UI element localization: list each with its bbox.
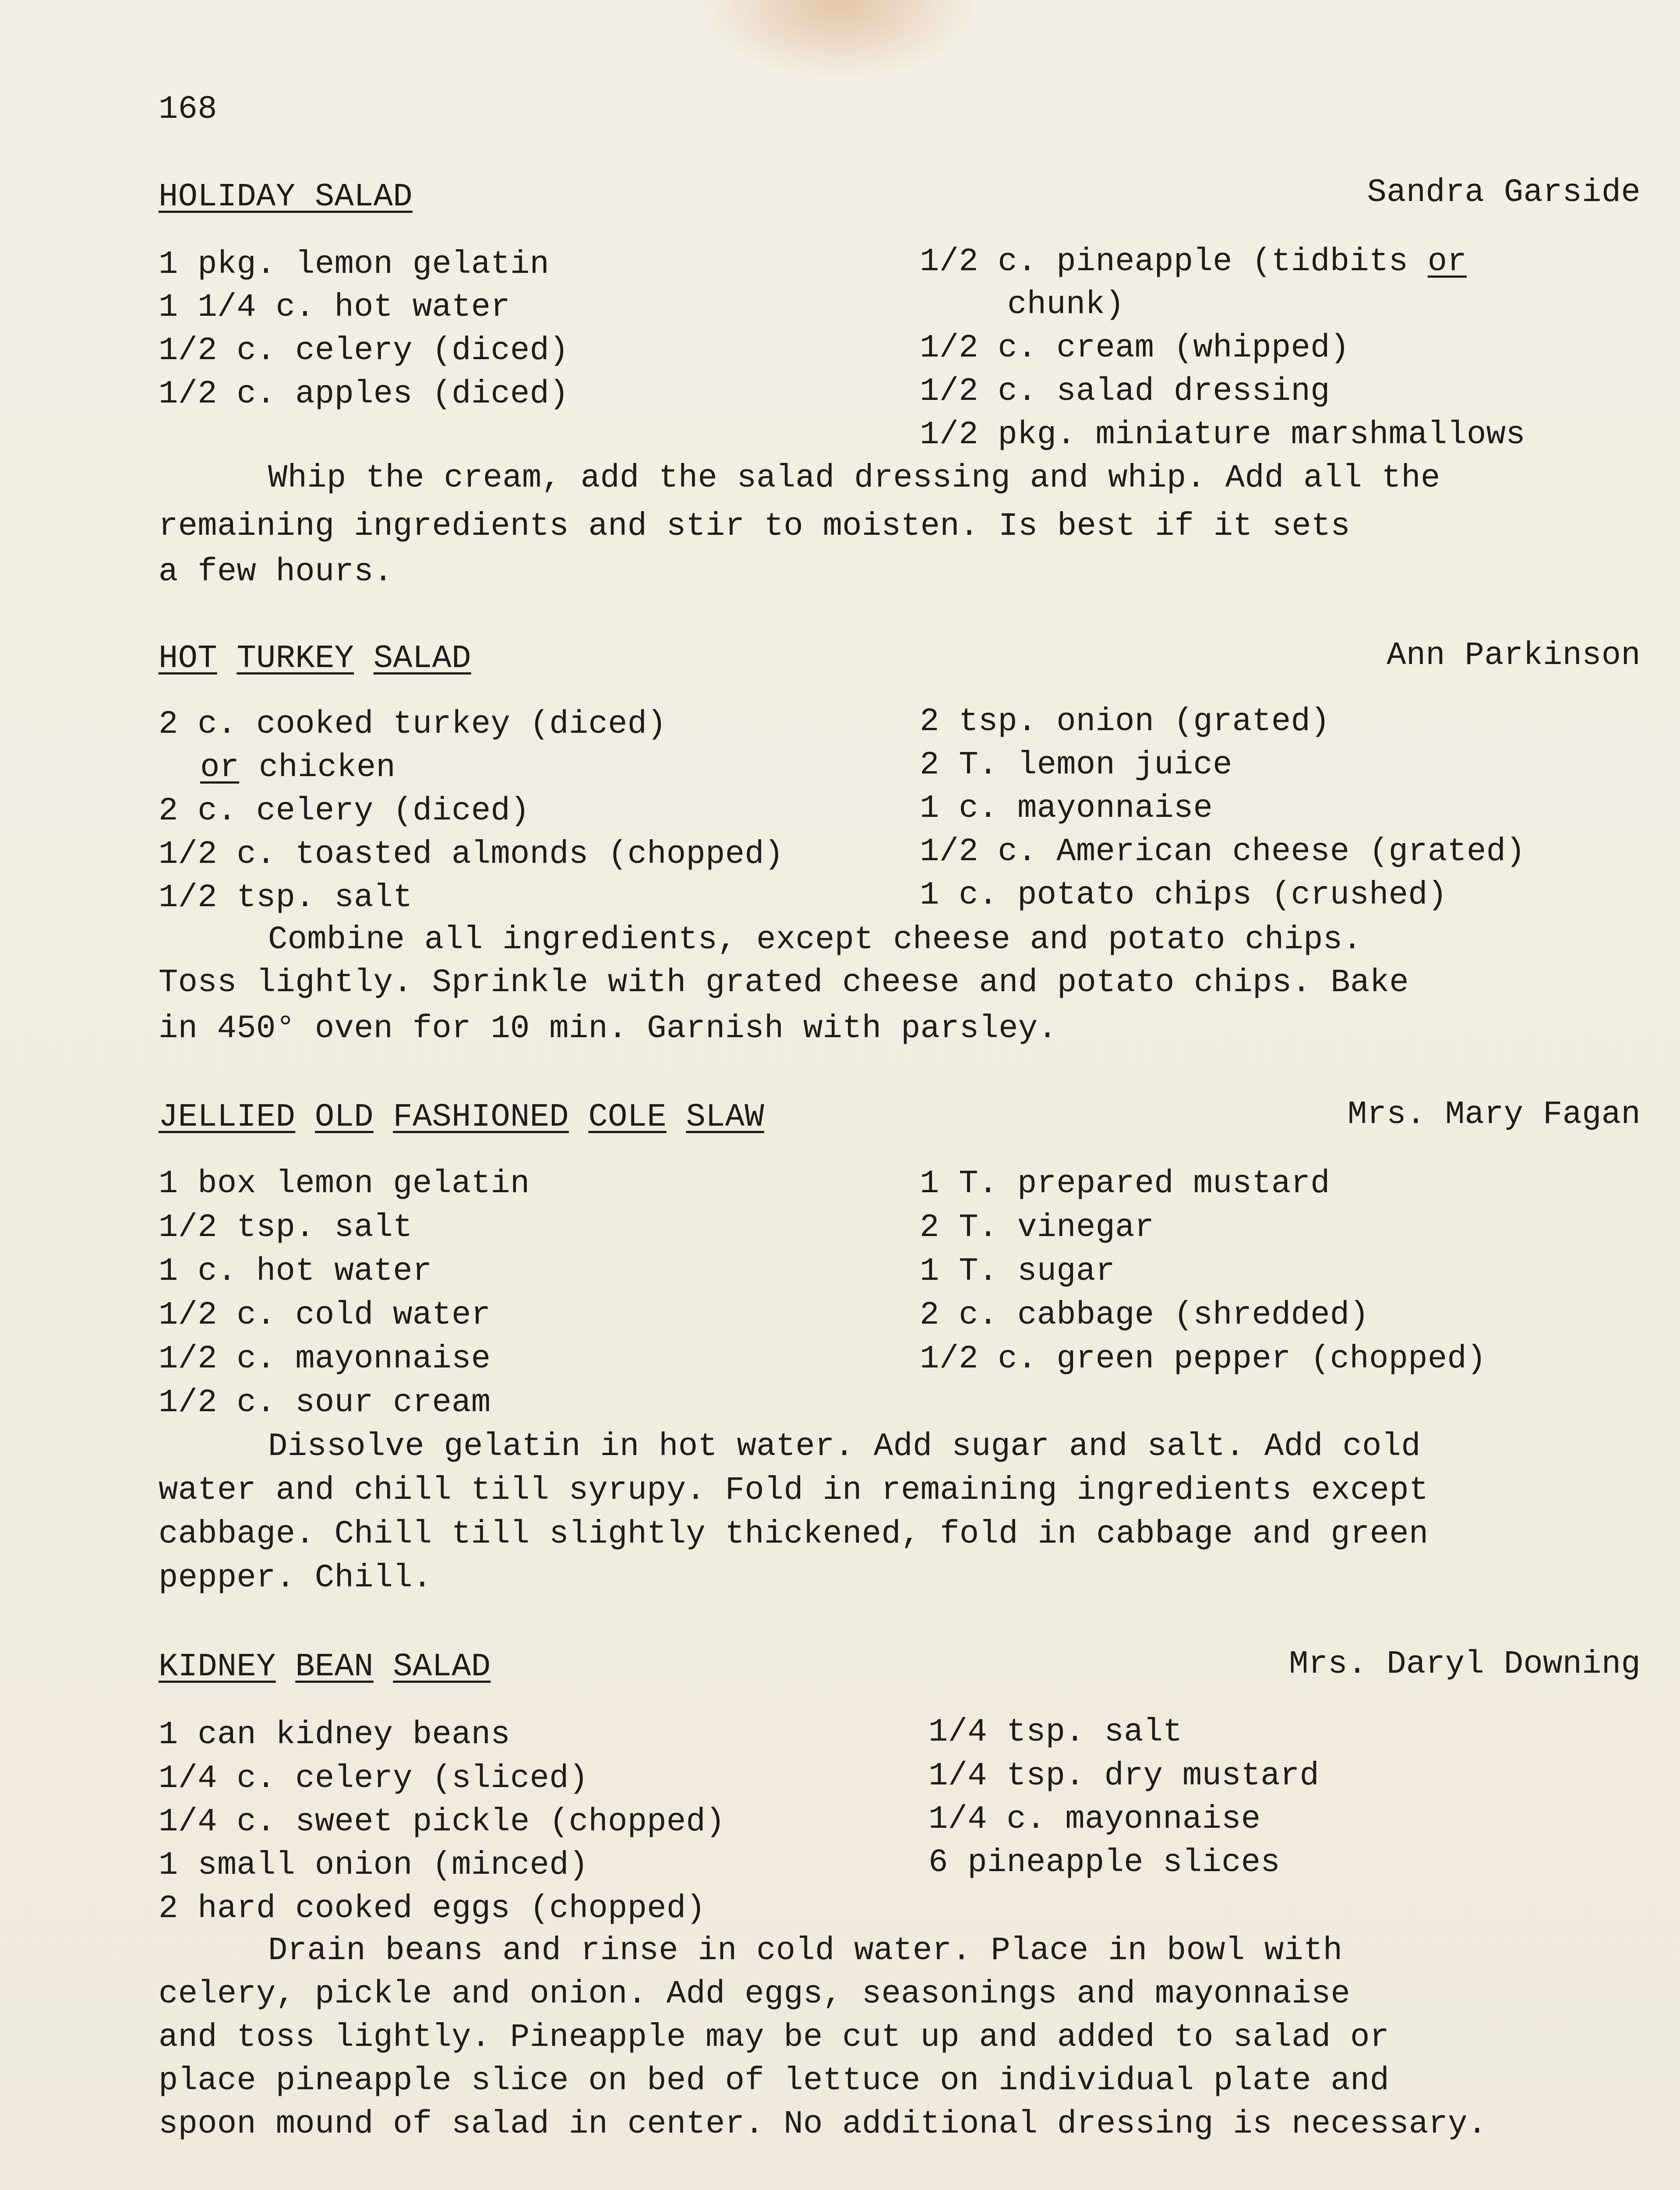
ingredient: 1 small onion (minced): [159, 1847, 589, 1884]
direction-line: Combine all ingredients, except cheese and potato chips.: [268, 922, 1362, 958]
direction-line: pepper. Chill.: [159, 1560, 432, 1597]
ingredient: 1/4 tsp. salt: [928, 1714, 1182, 1751]
ingredient: 1/2 c. pineapple (tidbits or: [920, 244, 1467, 280]
ingredient: 6 pineapple slices: [928, 1844, 1280, 1881]
ingredient: or chicken: [200, 749, 396, 786]
recipe-author: Mrs. Daryl Downing: [1289, 1646, 1641, 1683]
direction-line: spoon mound of salad in center. No additional dressing is necessary.: [159, 2106, 1487, 2143]
direction-line: water and chill till syrupy. Fold in remaining ingredients except: [159, 1472, 1429, 1509]
recipe-title-jellied-cole-slaw: JELLIED OLD FASHIONED COLE SLAW: [159, 1099, 764, 1136]
ingredient: 1/4 tsp. dry mustard: [928, 1758, 1320, 1794]
direction-line: Whip the cream, add the salad dressing and whip. Add all the: [268, 460, 1440, 497]
ingredient: 2 c. cooked turkey (diced): [159, 706, 667, 743]
ingredient: 1/2 c. cream (whipped): [920, 330, 1350, 367]
ingredient: 1 1/4 c. hot water: [159, 289, 510, 326]
underlined-or: or: [200, 749, 240, 786]
recipe-author: Sandra Garside: [1367, 174, 1641, 211]
recipe-title-kidney-bean-salad: KIDNEY BEAN SALAD: [159, 1649, 491, 1685]
ingredient: 1/2 c. salad dressing: [920, 373, 1330, 410]
ingredient: 1 box lemon gelatin: [159, 1166, 530, 1202]
ingredient: 1/2 c. mayonnaise: [159, 1341, 491, 1378]
ingredient: 2 T. vinegar: [920, 1209, 1154, 1246]
ingredient: 1/2 tsp. salt: [159, 1209, 413, 1246]
recipe-title-holiday-salad: HOLIDAY SALAD: [159, 179, 413, 215]
ingredient: 1/2 c. apples (diced): [159, 376, 569, 413]
ingredient: 1/4 c. sweet pickle (chopped): [159, 1804, 725, 1840]
direction-line: cabbage. Chill till slightly thickened, fold in cabbage and green: [159, 1516, 1429, 1553]
ingredient: 1 T. prepared mustard: [920, 1166, 1330, 1202]
ingredient: 2 hard cooked eggs (chopped): [159, 1890, 706, 1927]
underlined-or: or: [1427, 244, 1467, 280]
ingredient: 1/2 c. celery (diced): [159, 332, 569, 369]
direction-line: and toss lightly. Pineapple may be cut up and added to salad or: [159, 2019, 1390, 2056]
direction-line: celery, pickle and onion. Add eggs, seasonings and mayonnaise: [159, 1976, 1351, 2013]
ingredient: 2 T. lemon juice: [920, 747, 1232, 784]
ingredient: 1 can kidney beans: [159, 1717, 510, 1753]
ingredient: 1/2 c. green pepper (chopped): [920, 1341, 1486, 1378]
ingredient: 1 c. mayonnaise: [920, 790, 1213, 827]
ingredient: 2 tsp. onion (grated): [920, 703, 1330, 740]
recipe-author: Ann Parkinson: [1387, 637, 1641, 674]
ingredient: 1 pkg. lemon gelatin: [159, 246, 550, 283]
direction-line: a few hours.: [159, 554, 393, 590]
direction-line: in 450° oven for 10 min. Garnish with parsley.: [159, 1010, 1057, 1047]
ingredient: 1/2 c. toasted almonds (chopped): [159, 836, 784, 873]
ingredient: 2 c. cabbage (shredded): [920, 1297, 1369, 1334]
ingredient: chunk): [1007, 286, 1125, 323]
page-number: 168: [159, 91, 217, 128]
ingredient: 1 c. hot water: [159, 1253, 432, 1290]
ingredient: 1/4 c. celery (sliced): [159, 1760, 589, 1797]
ingredient: 2 c. celery (diced): [159, 793, 530, 830]
recipe-author: Mrs. Mary Fagan: [1347, 1096, 1641, 1133]
direction-line: Dissolve gelatin in hot water. Add sugar and salt. Add cold: [268, 1428, 1421, 1465]
direction-line: Toss lightly. Sprinkle with grated cheese and potato chips. Bake: [159, 964, 1409, 1001]
ingredient: 1/2 c. American cheese (grated): [920, 834, 1525, 870]
ingredient: 1 c. potato chips (crushed): [920, 877, 1447, 914]
direction-line: remaining ingredients and stir to moisten. Is best if it sets: [159, 508, 1351, 545]
ingredient: 1/2 tsp. salt: [159, 880, 413, 916]
ingredient: 1/2 c. sour cream: [159, 1385, 491, 1421]
ingredient: 1/4 c. mayonnaise: [928, 1801, 1261, 1838]
recipe-title-hot-turkey-salad: HOT TURKEY SALAD: [159, 640, 471, 677]
ingredient: 1/2 pkg. miniature marshmallows: [920, 417, 1525, 453]
ingredient: 1 T. sugar: [920, 1253, 1115, 1290]
direction-line: Drain beans and rinse in cold water. Place in bowl with: [268, 1932, 1343, 1969]
ingredient: 1/2 c. cold water: [159, 1297, 491, 1334]
direction-line: place pineapple slice on bed of lettuce on individual plate and: [159, 2063, 1390, 2099]
